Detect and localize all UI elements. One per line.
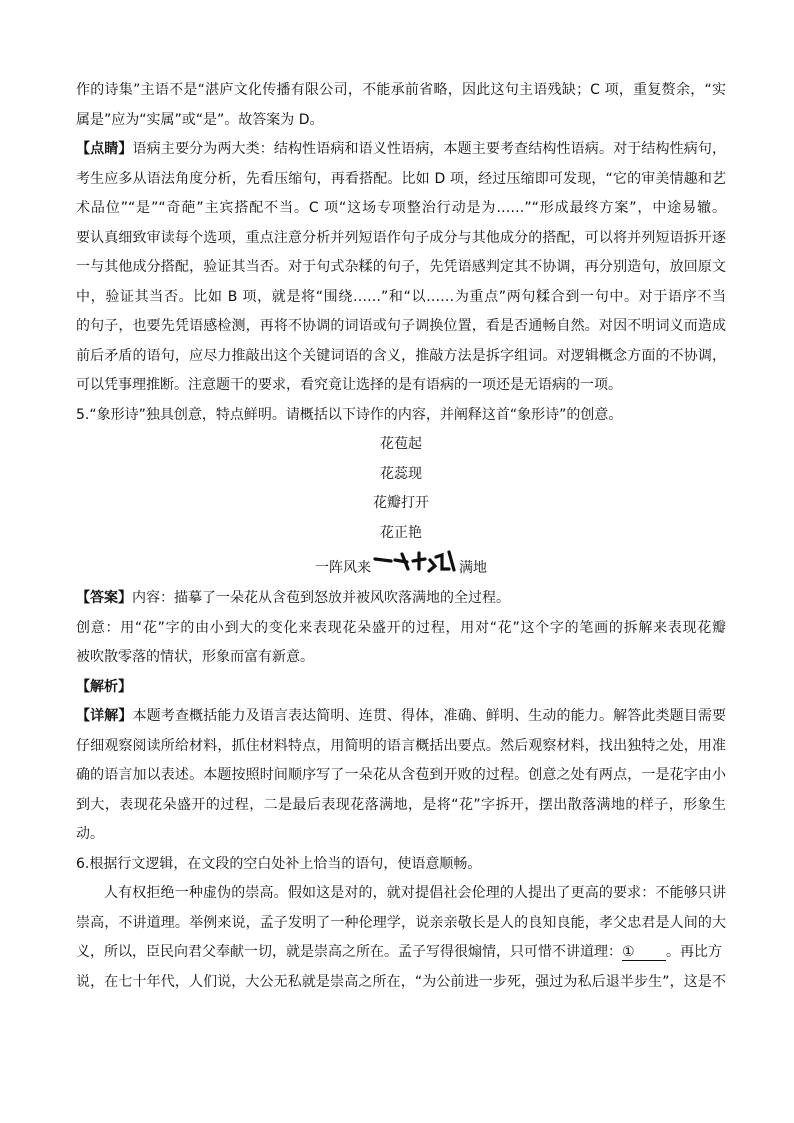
- text-line: 要认真细致审读每个选项，重点注意分析并列短语作句子成分与其他成分的搭配，可以将并列短语拆开逐: [76, 229, 726, 246]
- poem-line-last: [76, 548, 726, 584]
- poem-line: 花苞起: [380, 436, 422, 452]
- text-line: 仔细观察阅读所给材料，抓住材料特点，用简明的语言概括出要点。然后观察材料，找出独特之处，用准: [76, 737, 726, 754]
- passage-line: [76, 938, 726, 968]
- text-line: 属是”应为“实属”或“是”。故答案为 D。: [76, 111, 324, 128]
- text-span: 本题考查概括能力及语言表达简明、连贯、得体，准确、鲜明、生动的能力。解答此类题目需要: [132, 708, 726, 724]
- text-line: 中，验证其当否。比如 B 项，就是将“围绕……”和“以……为重点”两句糅合到一句中。对于语序不当: [76, 288, 726, 305]
- poem-text: 一阵风来: [315, 560, 371, 576]
- question-5: 5.“象形诗”独具创意，特点鲜明。请概括以下诗作的内容，并阐释这首“象形诗”的创意。: [76, 406, 623, 423]
- xiangjie-tag: 【详解】: [76, 708, 133, 724]
- text-span: 语病主要分为两大类：结构性语病和语义性语病，本题主要考查结构性语病。对于结构性病句，: [132, 141, 726, 157]
- text-line: 考生应多从语法角度分析，先看压缩句，再看搭配。比如 D 项，经过压缩即可发现，“它的审美情趣和艺: [76, 170, 726, 187]
- poem-text: 满地: [459, 560, 487, 576]
- text-line: 的句子，也要先凭语感检测，再将不协调的词语或句子调换位置，看是否通畅自然。对因不明词义而造成: [76, 318, 726, 334]
- jiexi-heading: 【解析】: [76, 678, 132, 695]
- text-line: 创意：用“花”字的由小到大的变化来表现花朵盛开的过程，用对“花”这个字的笔画的拆解来表现花瓣: [76, 619, 726, 636]
- text-span: 内容：描摹了一朵花从含苞到怒放并被风吹落满地的全过程。: [132, 590, 510, 606]
- text-line: 一与其他成分搭配，验证其当否。对于句式杂糅的句子，先凭语感判定其不协调，再分别造句，放回原文: [76, 259, 726, 275]
- fill-blank-1[interactable]: ①: [622, 944, 666, 961]
- passage-line: 崇高，不讲道理。举例来说，孟子发明了一种伦理学，说亲亲敬长是人的良知良能，孝父忠君是人间的大: [76, 914, 726, 931]
- document-content: [76, 76, 726, 997]
- poem-line: 花蕊现: [380, 465, 422, 482]
- poem-line: 花瓣打开: [373, 495, 429, 511]
- passage-line: 人有权拒绝一种虚伪的崇高。假如这是对的，就对提倡社会伦理的人提出了更高的要求：不能够只讲: [104, 885, 726, 901]
- text-line: 确的语言加以表述。本题按照时间顺序写了一朵花从含苞到开败的过程。创意之处有两点，一是花字由小: [76, 767, 726, 783]
- text-line: 作的诗集”主语不是“湛庐文化传播有限公司，不能承前省略，因此这句主语残缺；C 项，重复赘余，“实: [76, 82, 726, 98]
- text-line: 术品位”“是”“奇葩”主宾搭配不当。C 项“这场专项整治行动是为……”“形成最终方案”，中途易辙。: [76, 200, 726, 216]
- text-line: 被吹散零落的情状，形象而富有新意。: [76, 649, 314, 665]
- dianjing-tag: 【点睛】: [76, 141, 133, 157]
- text-line: 动。: [76, 826, 104, 842]
- text-line: 前后矛盾的语句，应尽力推敲出这个关键词语的含义，推敲方法是拆字组词。对逻辑概念方面的不协调，: [76, 347, 726, 364]
- scattered-flower-strokes-image: [373, 548, 457, 584]
- text-span: 义，所以，臣民向君父奉献一切，就是崇高之所在。孟子写得很煽情，只可惜不讲道理：: [76, 944, 622, 960]
- passage-line: 说，在七十年代，人们说，大公无私就是崇高之所在，“为公前进一步死，强过为私后退半步生”，这是不: [76, 973, 726, 990]
- answer-line: [76, 584, 726, 614]
- text-span: 。再比方: [666, 944, 722, 960]
- poem-line: 花正艳: [380, 524, 422, 541]
- question-6: 6.根据行文逻辑，在文段的空白处补上恰当的语句，使语意顺畅。: [76, 855, 482, 872]
- dianjing-line: [76, 135, 726, 165]
- answer-tag: 【答案】: [76, 590, 132, 606]
- xiangjie-line: [76, 702, 726, 732]
- text-line: 到大，表现花朵盛开的过程，二是最后表现花落满地，是将“花”字拆开，摆出散落满地的样子，形象生: [76, 796, 726, 813]
- text-line: 可以凭事理推断。注意题干的要求，看究竟让选择的是有语病的一项还是无语病的一项。: [76, 377, 622, 393]
